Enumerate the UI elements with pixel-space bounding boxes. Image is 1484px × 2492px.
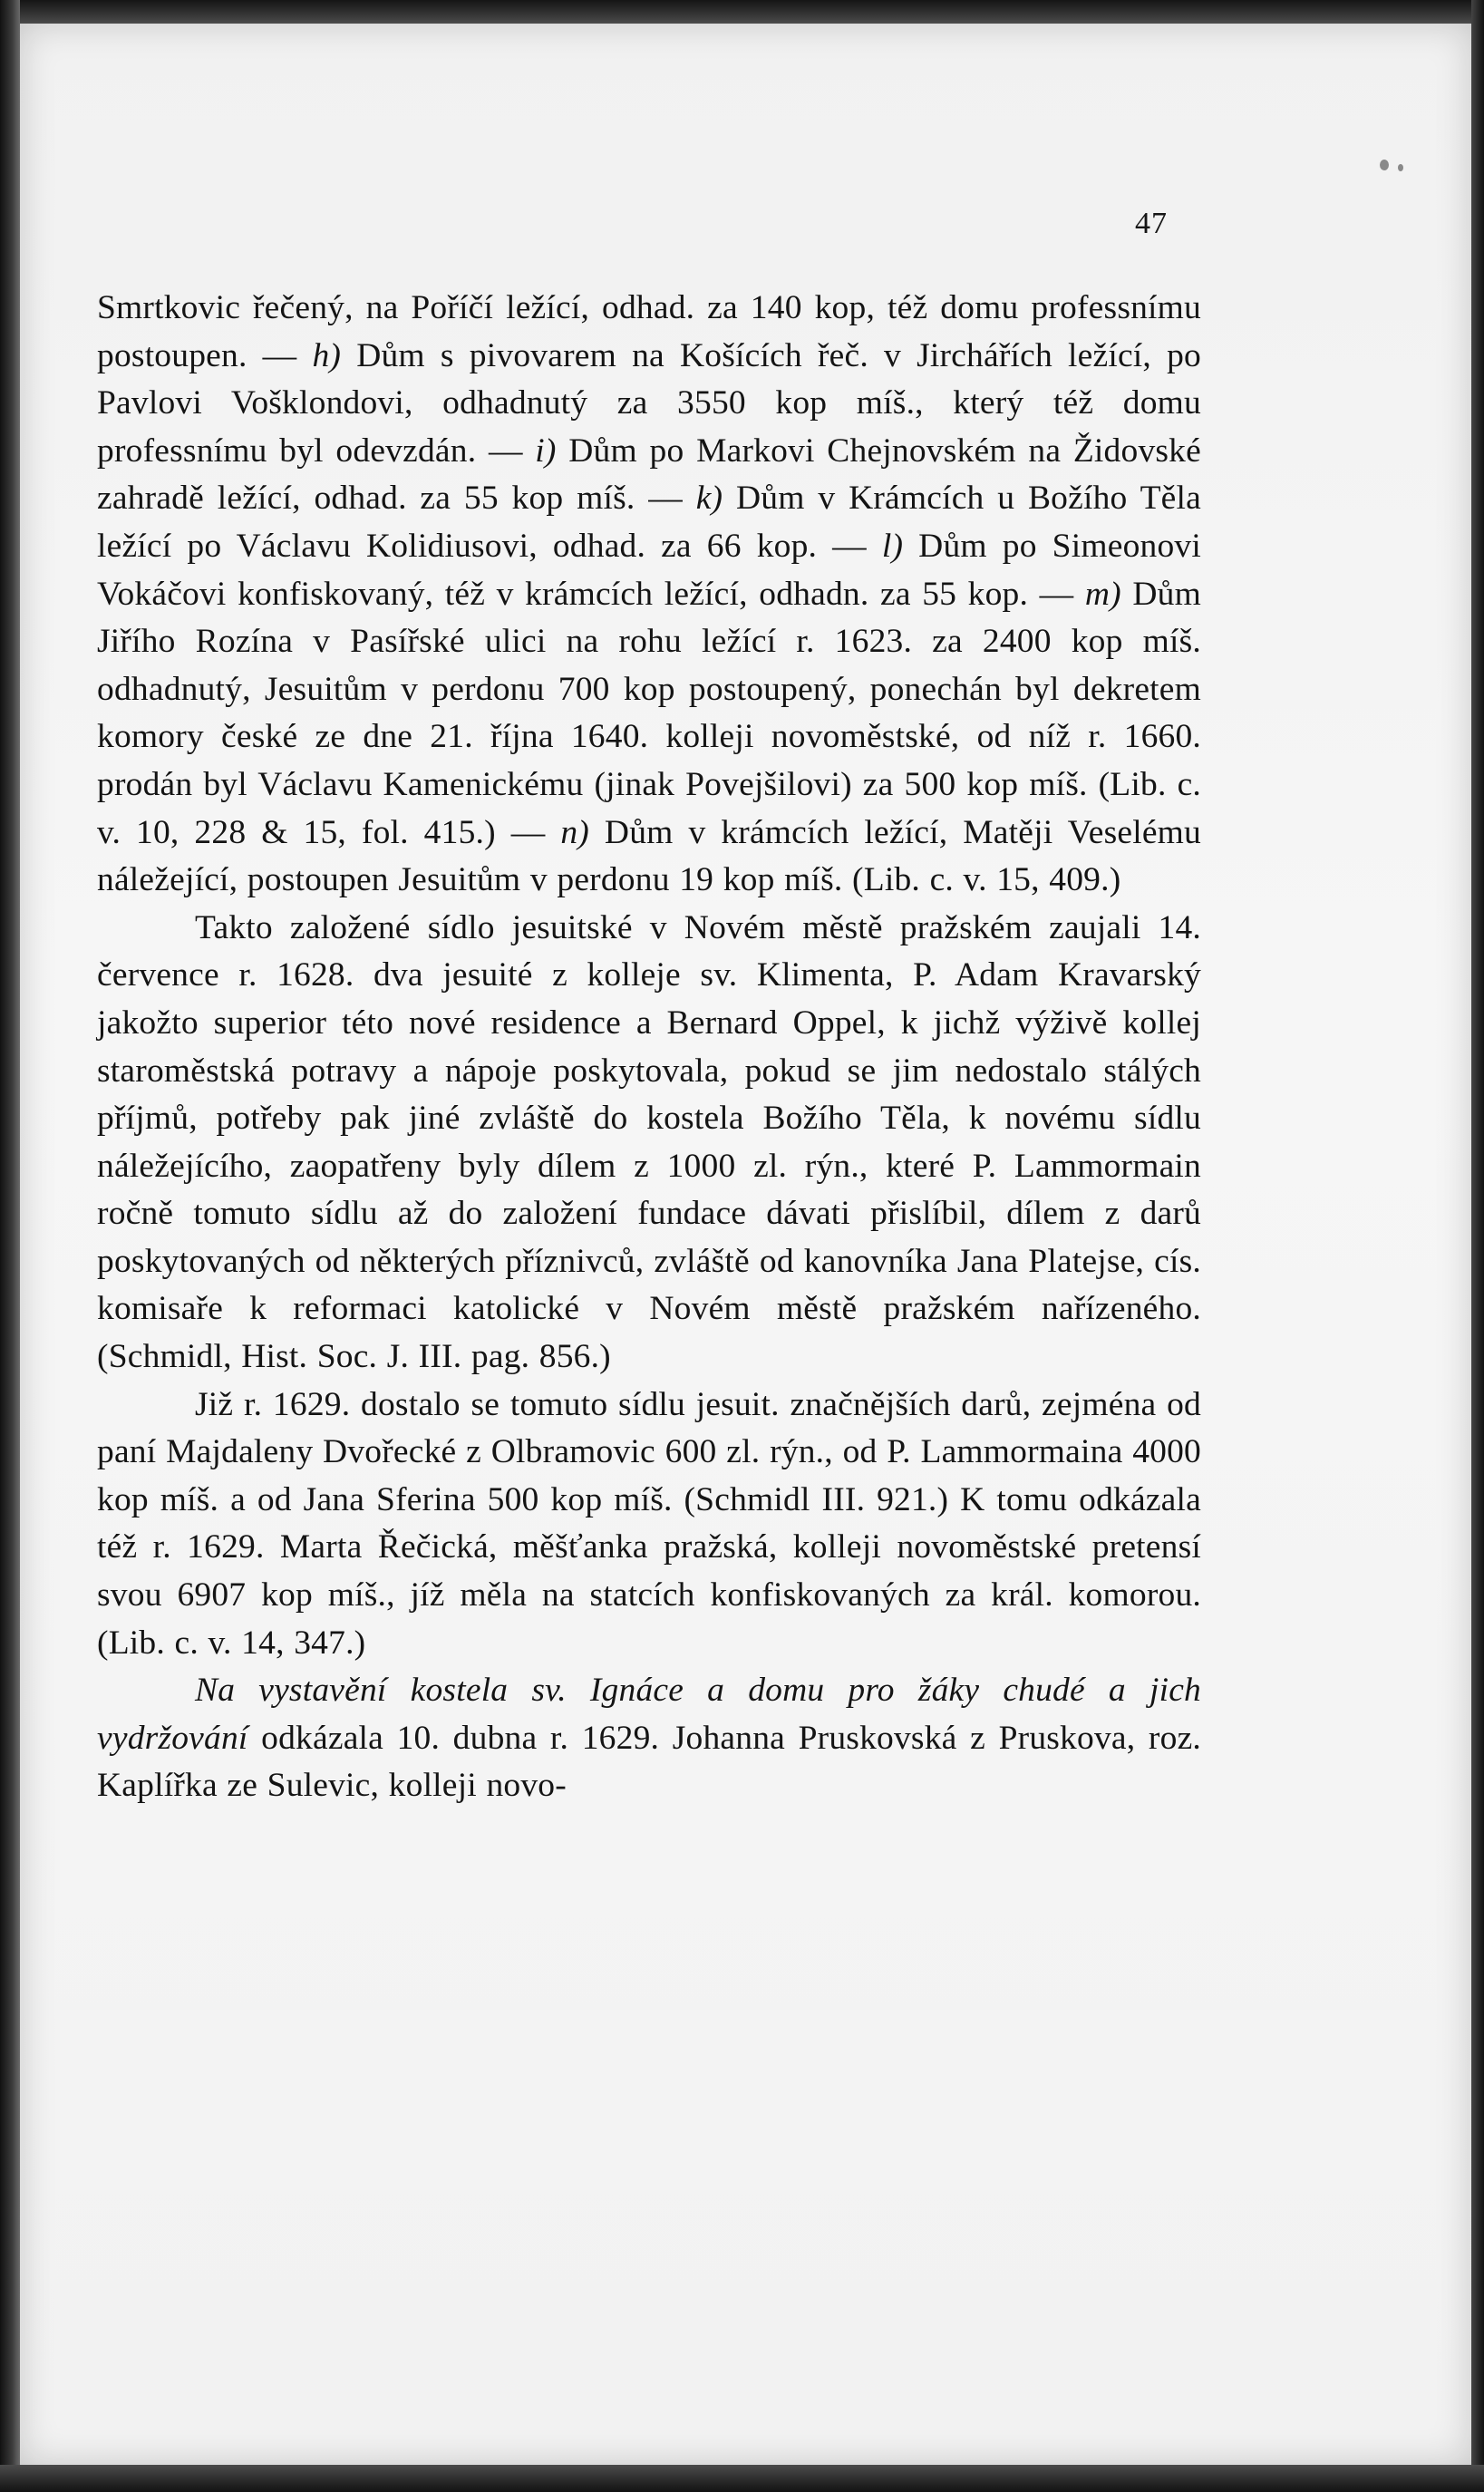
list-marker-h: h) xyxy=(312,336,342,374)
dust-speck xyxy=(1398,164,1403,171)
italic-heading-phrase: Na vystavění kostela sv. Ignáce a domu pro žáky chudé a jich vydržování xyxy=(97,1672,1201,1757)
list-marker-m: m) xyxy=(1084,575,1121,613)
text-run: Dům v Krámcích u Božího Těla ležící po Václavu Kolidiusovi, odhad. za 66 kop. — xyxy=(97,480,1201,565)
page-text xyxy=(97,285,1201,1810)
scan-border-bottom xyxy=(0,2465,1484,2492)
list-marker-n: n) xyxy=(560,813,589,851)
text-run: Smrtkovic řečený, na Poříčí ležící, odhad. za 140 kop, též domu professnímu postoupen. — xyxy=(97,289,1201,374)
paragraph-church-bequest xyxy=(97,1667,1201,1810)
paragraph-donations-1629: Již r. 1629. dostalo se tomuto sídlu jesuit. značnějších darů, zejména od paní Majdaleny Dvořecké z Olbramovic 600 zl. rýn., od P. Lammormaina 4000 kop míš. a od Jana Sferina 500 kop míš. (Schmidl III. 921.) K tomu odkázala též r. 1629. Marta Řečická, měšťanka pražská, kolleji novoměstské pretensí svou 6907 kop míš., jíž měla na statcích konfiskovaných za král. komorou. (Lib. c. v. 14, 347.) xyxy=(97,1385,1201,1662)
paragraph-residence-founding: Takto založené sídlo jesuitské v Novém městě pražském zaujali 14. července r. 1628. dva jesuité z kolleje sv. Klimenta, P. Adam Kravarský jakožto superior této nové residence a Bernard Oppel, k jichž výživě kollej staroměstská potravy a nápoje poskytovala, pokud se jim nedostalo stálých příjmů, potřeby pak jiné zvláště do kostela Božího Těla, k novému sídlu náležejícího, zaopatřeny byly dílem z 1000 zl. rýn., které P. Lammormain ročně tomuto sídlu až do založení fundace dávati přislíbil, dílem z darů poskytovaných od některých příznivců, zvláště od kanovníka Jana Platejse, cís. komisaře k reformaci katolické v Novém městě pražském nařízeného. (Schmidl, Hist. Soc. J. III. pag. 856.) xyxy=(97,908,1201,1376)
list-marker-i: i) xyxy=(535,431,557,470)
text-run: Dům po Simeonovi Vokáčovi konfiskovaný, též v krámcích ležící, odhadn. za 55 kop. — xyxy=(97,527,1201,613)
paragraph-property-list xyxy=(97,285,1201,905)
dust-speck xyxy=(1380,160,1389,170)
scan-border-top xyxy=(0,0,1484,24)
page-number: 47 xyxy=(1135,207,1168,240)
scan-border-right xyxy=(1471,0,1484,2492)
text-run: odkázala 10. dubna r. 1629. Johanna Pruskovská z Pruskova, roz. Kaplířka ze Sulevic, kolleji novo- xyxy=(97,1719,1201,1805)
text-run: Dům Jiřího Rozína v Pasířské ulici na rohu ležící r. 1623. za 2400 kop míš. odhadnutý, Jesuitům v perdonu 700 kop postoupený, ponechán byl dekretem komory české ze dne 21. října 1640. kolleji novoměstské, od níž r. 1660. prodán byl Václavu Kamenickému (jinak Povejšilovi) za 500 kop míš. (Lib. c. v. 10, 228 & 15, fol. 415.) — xyxy=(97,575,1201,851)
text-run: Dům s pivovarem na Košících řeč. v Jirchářích ležící, po Pavlovi Vošklondovi, odhadnutý za 3550 kop míš., který též domu professnímu byl odevzdán. — xyxy=(97,336,1202,470)
list-marker-k: k) xyxy=(695,480,723,518)
scan-border-left xyxy=(0,0,20,2492)
text-run: Dům po Markovi Chejnovském na Židovské zahradě ležící, odhad. za 55 kop míš. — xyxy=(97,431,1201,518)
text-run: Dům v krámcích ležící, Matěji Veselému náležející, postoupen Jesuitům v perdonu 19 kop míš. (Lib. c. v. 15, 409.) xyxy=(97,813,1201,899)
list-marker-l: l) xyxy=(881,527,904,565)
